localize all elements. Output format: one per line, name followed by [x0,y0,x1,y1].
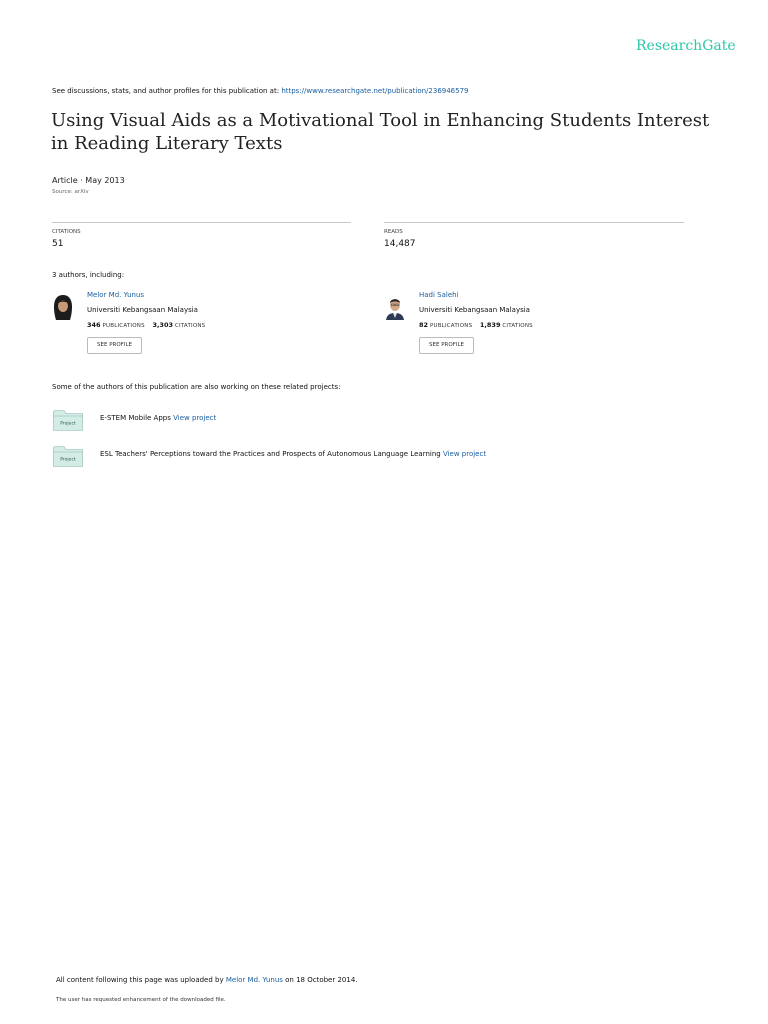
view-project-link[interactable]: View project [173,414,217,422]
uploader-link[interactable]: Melor Md. Yunus [225,976,283,984]
author-citations-count: 1,839 [479,321,501,329]
reads-label: READS [384,229,403,235]
citations-label: CITATIONS [52,229,81,235]
citations-divider [52,222,351,223]
publications-label: PUBLICATIONS [429,323,473,329]
reads-count: 14,487 [384,239,416,249]
enhancement-note: The user has requested enhancement of the downloaded file. [56,997,226,1003]
author-citations-count: 3,303 [152,321,173,329]
upload-suffix: on 18 October 2014. [285,976,358,984]
author-avatar[interactable] [384,294,406,320]
publications-count: 82 [419,321,429,329]
project-title: ESL Teachers' Perceptions toward the Practices and Prospects of Autonomous Language Learning [100,450,441,458]
project-icon-label: Project [60,421,76,427]
publication-title: Using Visual Aids as a Motivational Tool in Enhancing Students Interest in Reading Literary Texts [51,110,710,154]
upload-prefix: All content following this page was uploaded by [56,976,224,984]
project-folder-icon [53,409,83,431]
author-counts [87,321,205,329]
publication-url-link[interactable]: https://www.researchgate.net/publication/236946579 [281,87,469,95]
author-name-link[interactable]: Hadi Salehi [419,291,459,299]
author-citations-label: CITATIONS [174,323,206,329]
publications-count: 346 [87,321,101,329]
author-institution: Universiti Kebangsaan Malaysia [87,306,198,314]
project-title: E-STEM Mobile Apps [100,414,171,422]
publications-label: PUBLICATIONS [102,323,145,329]
author-institution: Universiti Kebangsaan Malaysia [419,306,530,314]
discussion-prefix: See discussions, stats, and author profiles for this publication at: [52,87,280,95]
authors-heading: 3 authors, including: [52,271,125,279]
citations-count: 51 [52,239,64,249]
view-project-link[interactable]: View project [442,450,487,458]
author-citations-label: CITATIONS [502,323,533,329]
see-profile-button[interactable]: SEE PROFILE [419,337,474,354]
project-text [100,414,216,422]
researchgate-logo[interactable]: ResearchGate [636,38,736,54]
upload-note [56,976,358,984]
author-avatar[interactable] [52,294,74,320]
reads-divider [384,222,684,223]
publication-source: Source: arXiv [52,189,89,195]
related-projects-heading: Some of the authors of this publication are also working on these related projects: [52,383,341,391]
discussion-line [52,87,469,95]
project-text [100,450,486,458]
project-folder-icon [53,445,83,467]
project-icon-label: Project [60,457,76,463]
see-profile-button[interactable]: SEE PROFILE [87,337,142,354]
publication-type-date: Article · May 2013 [52,176,125,185]
author-counts [419,321,533,329]
author-name-link[interactable]: Melor Md. Yunus [87,291,145,299]
